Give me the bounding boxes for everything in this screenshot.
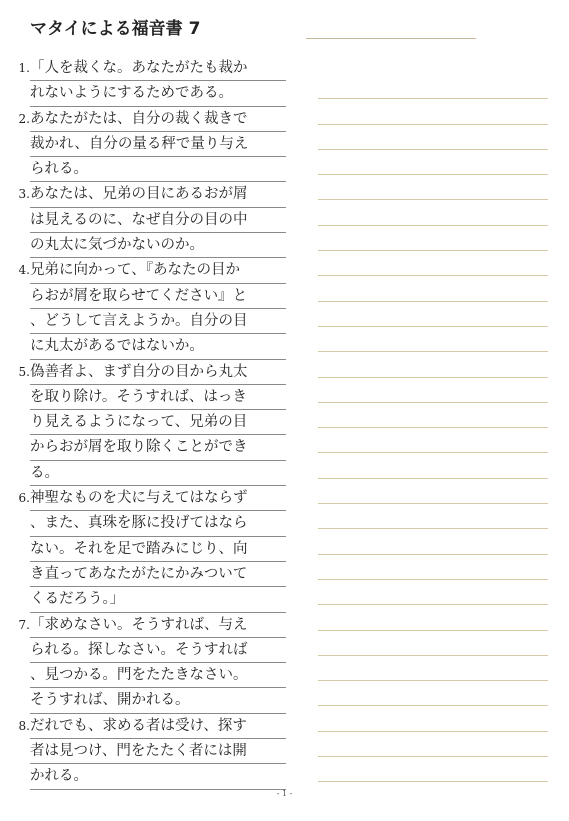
verse-line: あなたがたは、自分の裁く裁きで <box>30 107 286 132</box>
verse-1 <box>0 56 300 107</box>
verse-line: に丸太があるではないか。 <box>30 334 286 359</box>
verse-line: かれる。 <box>30 764 286 789</box>
writing-line <box>318 453 548 478</box>
verse-line: らおが屑を取らせてください』と <box>30 284 286 309</box>
verse-7 <box>0 613 300 714</box>
verse-6 <box>0 486 300 612</box>
writing-line <box>318 580 548 605</box>
page-title: マタイによる福音書 7 <box>30 19 201 39</box>
writing-line <box>318 226 548 251</box>
verse-line: くるだろう。」 <box>30 587 286 612</box>
writing-line <box>318 631 548 656</box>
verse-number: 4. <box>18 263 30 278</box>
verse-line: そうすれば、開かれる。 <box>30 688 286 713</box>
verse-line: 、また、真珠を豚に投げてはなら <box>30 511 286 536</box>
verse-line: 偽善者よ、まず自分の目から丸太 <box>30 360 286 385</box>
writing-line <box>318 605 548 630</box>
verse-line: あなたは、兄弟の目にあるおが屑 <box>30 182 286 207</box>
verse-line: き直ってあなたがたにかみついて <box>30 562 286 587</box>
writing-line <box>318 732 548 757</box>
verse-line: は見えるのに、なぜ自分の目の中 <box>30 208 286 233</box>
verse-4 <box>0 258 300 359</box>
writing-line <box>318 352 548 377</box>
verse-2 <box>0 107 300 183</box>
verse-5 <box>0 360 300 486</box>
verse-line: られる。 <box>30 157 286 182</box>
verse-number: 5. <box>18 364 30 379</box>
verse-line: を取り除け。そうすれば、はっき <box>30 385 286 410</box>
verse-line: る。 <box>30 461 286 486</box>
writing-lines <box>318 74 548 782</box>
verse-3 <box>0 182 300 258</box>
verse-8 <box>0 714 300 790</box>
writing-line <box>318 327 548 352</box>
verse-line: からおが屑を取り除くことができ <box>30 435 286 460</box>
writing-line <box>318 74 548 99</box>
writing-line <box>318 175 548 200</box>
writing-line <box>318 251 548 276</box>
verse-line: だれでも、求める者は受け、探す <box>30 714 286 739</box>
writing-line <box>318 99 548 124</box>
verse-line: 「人を裁くな。あなたがたも裁か <box>30 56 286 81</box>
verse-number: 3. <box>18 187 30 202</box>
writing-line <box>318 125 548 150</box>
verse-number: 8. <box>18 718 30 733</box>
verse-line: 、どうして言えようか。自分の目 <box>30 309 286 334</box>
writing-line <box>318 479 548 504</box>
writing-line <box>318 403 548 428</box>
writing-line <box>318 200 548 225</box>
verse-line: 「求めなさい。そうすれば、与え <box>30 613 286 638</box>
verse-line: 神聖なものを犬に与えてはならず <box>30 486 286 511</box>
verse-number: 2. <box>18 111 30 126</box>
writing-line <box>318 150 548 175</box>
writing-line <box>318 378 548 403</box>
verse-line: り見えるようになって、兄弟の目 <box>30 410 286 435</box>
verse-number: 7. <box>18 617 30 632</box>
verse-number: 1. <box>18 61 30 75</box>
verse-line: 、見つかる。門をたたきなさい。 <box>30 663 286 688</box>
verse-line: 裁かれ、自分の量る秤で量り与え <box>30 132 286 157</box>
verse-number: 6. <box>18 491 30 506</box>
verse-line: られる。探しなさい。そうすれば <box>30 638 286 663</box>
writing-line <box>318 555 548 580</box>
verse-line: れないようにするためである。 <box>30 81 286 106</box>
verse-line: 兄弟に向かって、『あなたの目か <box>30 258 286 283</box>
title-writing-line <box>306 38 476 39</box>
verse-line: 者は見つけ、門をたたく者には開 <box>30 739 286 764</box>
verse-line: の丸太に気づかないのか。 <box>30 233 286 258</box>
writing-line <box>318 656 548 681</box>
writing-line <box>318 428 548 453</box>
verse-line: ない。それを足で踏みにじり、向 <box>30 537 286 562</box>
writing-line <box>318 529 548 554</box>
page-number: - 1 - <box>276 789 293 798</box>
writing-line <box>318 504 548 529</box>
writing-line <box>318 276 548 301</box>
verse-list <box>0 56 300 790</box>
writing-line <box>318 757 548 782</box>
writing-line <box>318 681 548 706</box>
writing-line <box>318 706 548 731</box>
writing-line <box>318 302 548 327</box>
